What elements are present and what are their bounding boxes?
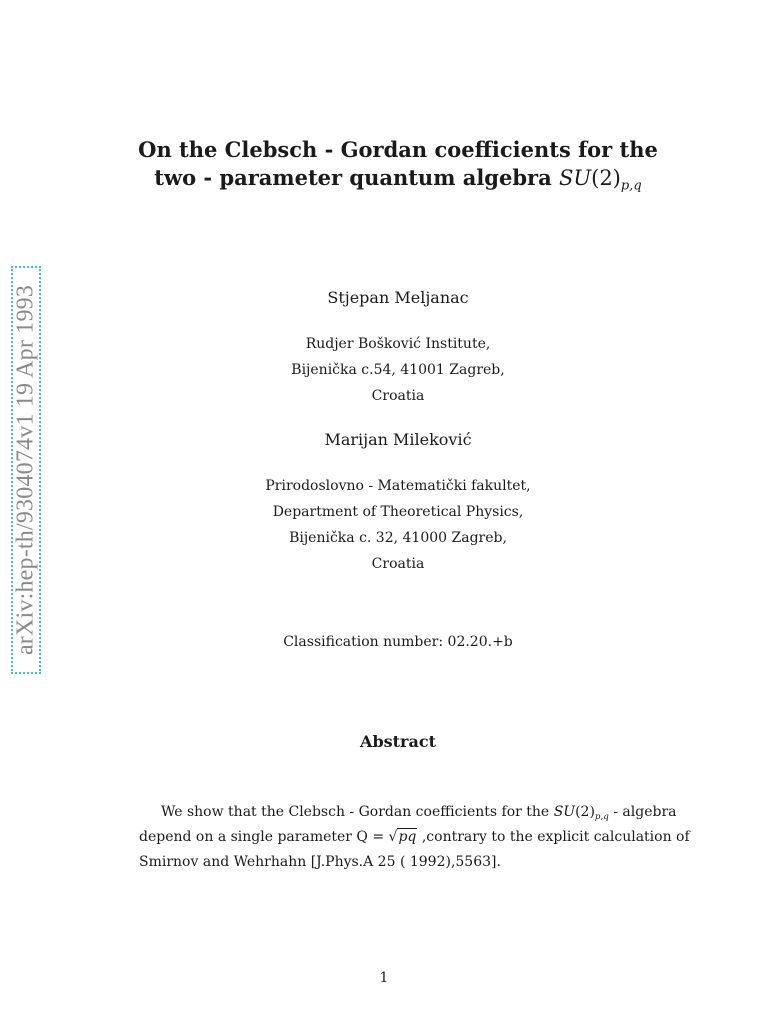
affiliation-2-line: Prirodoslovno - Matematički fakultet, [265,478,531,494]
affiliation-2-line: Department of Theoretical Physics, [272,504,524,520]
paper-title [100,136,696,192]
abstract-line-1: We show that the Clebsch - Gordan coefficients for the $SU(2)_{p,q}$ - algebra [161,804,677,823]
arxiv-identifier[interactable]: arXiv:hep-th/9304074v1 19 Apr 1993 [12,284,39,656]
affiliation-2-line: Croatia [371,556,425,572]
author-name-2: Marijan Mileković [324,430,472,449]
affiliation-1-line: Croatia [371,388,425,404]
arxiv-stamp[interactable] [11,266,41,674]
page-number: 1 [379,970,389,986]
author-name-1: Stjepan Meljanac [327,288,469,307]
title-line-2 [100,164,696,192]
affiliation-1-line: Rudjer Bošković Institute, [305,336,491,352]
algebra-symbol: $SU(2)_{p,q}$ [559,166,642,194]
algebra-symbol-inline: $SU(2)_{p,q}$ [553,804,609,823]
affiliation-2 [120,473,676,577]
title-line-2-text: two - parameter quantum algebra [154,165,552,190]
sqrt-pq: √pq [388,829,417,845]
affiliation-1-line: Bijenička c.54, 41001 Zagreb, [291,362,505,378]
affiliation-2-line: Bijenička c. 32, 41000 Zagreb, [289,530,507,546]
affiliation-1 [120,331,676,409]
abstract-line-3: Smirnov and Wehrhahn [J.Phys.A 25 ( 1992),5563]. [139,854,501,870]
abstract-line-2: depend on a single parameter Q = √pq ,contrary to the explicit calculation of [139,825,657,850]
abstract-body [139,800,690,875]
title-line-1: On the Clebsch - Gordan coefficients for the [138,137,658,162]
classification-number: Classification number: 02.20.+b [283,634,513,650]
abstract-heading: Abstract [360,732,436,751]
